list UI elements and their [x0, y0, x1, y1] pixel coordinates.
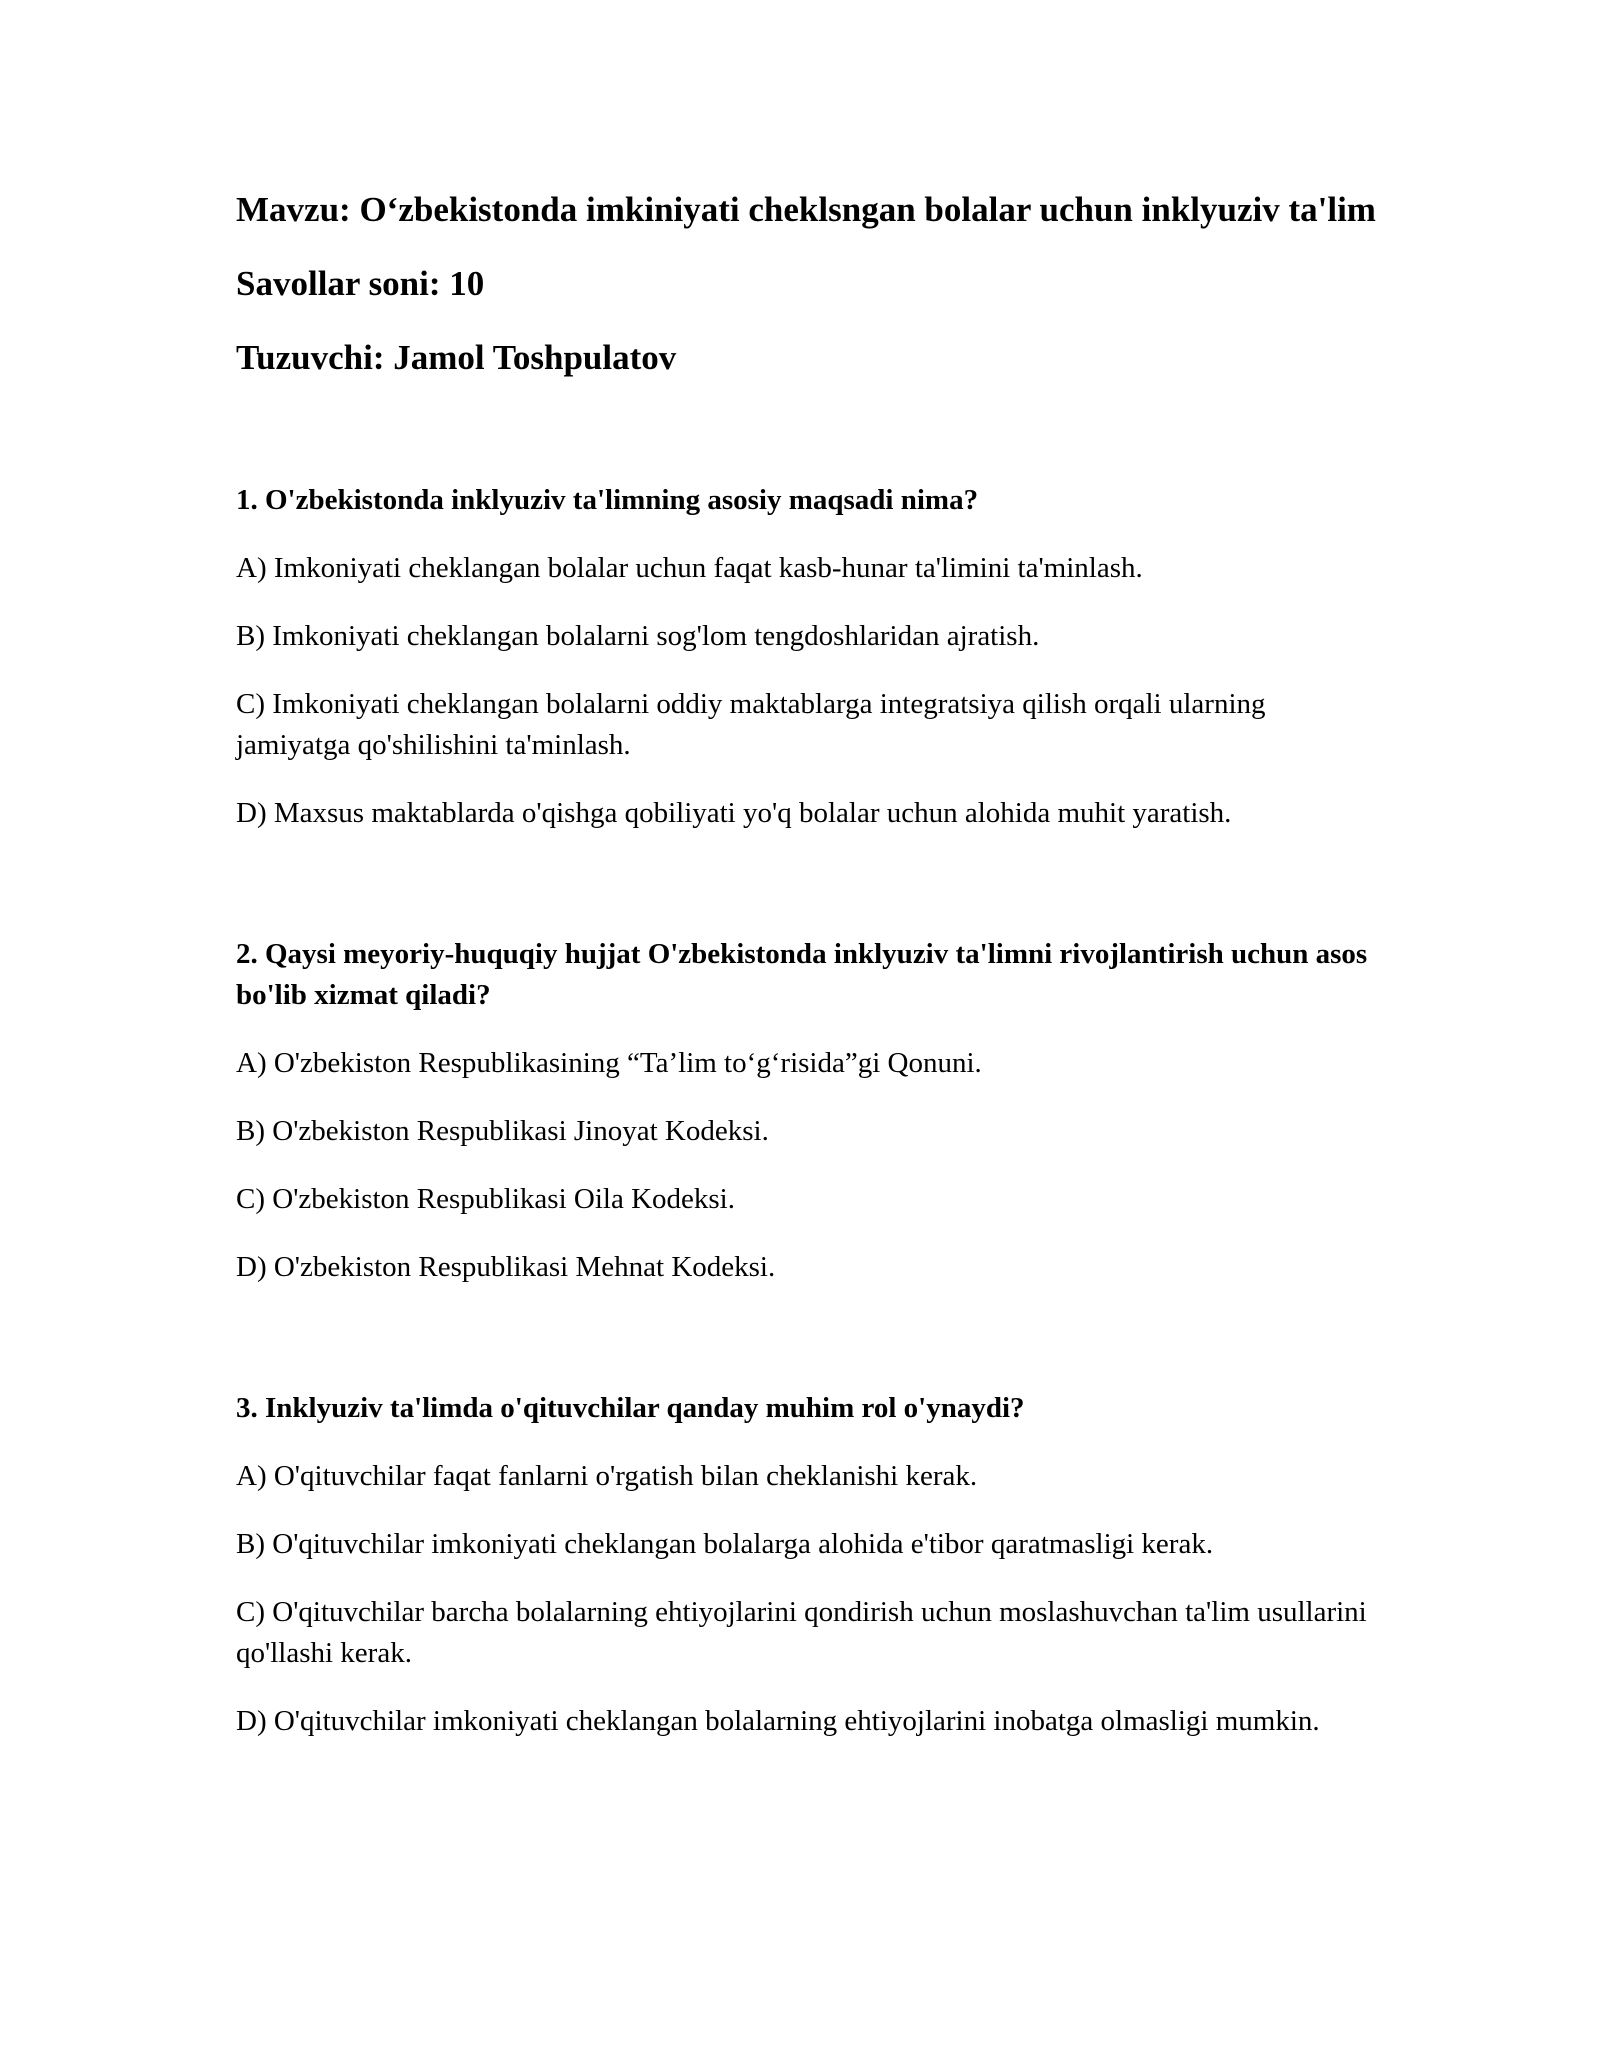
answer-option-d: D) O'zbekiston Respublikasi Mehnat Kodeksi. — [236, 1251, 776, 1283]
document-page — [236, 186, 1376, 1742]
question-count: Savollar soni: 10 — [236, 264, 485, 303]
answer-option-a: A) Imkoniyati cheklangan bolalar uchun faqat kasb-hunar ta'limini ta'minlash. — [236, 552, 1143, 584]
question-text: 1. O'zbekistonda inklyuziv ta'limning asosiy maqsadi nima? — [236, 484, 979, 516]
topic-heading: Mavzu: O‘zbekistonda imkiniyati cheklsngan bolalar uchun inklyuziv ta'lim — [236, 190, 1376, 229]
answer-option-b: B) O'zbekiston Respublikasi Jinoyat Kodeksi. — [236, 1115, 769, 1147]
answer-option-a: A) O'qituvchilar faqat fanlarni o'rgatish bilan cheklanishi kerak. — [236, 1460, 978, 1492]
author-line: Tuzuvchi: Jamol Toshpulatov — [236, 338, 677, 377]
question-text: 3. Inklyuziv ta'limda o'qituvchilar qanday muhim rol o'ynaydi? — [236, 1392, 1025, 1424]
answer-option-b: B) O'qituvchilar imkoniyati cheklangan bolalarga alohida e'tibor qaratmasligi kerak. — [236, 1528, 1214, 1560]
question-block-2 — [236, 934, 1376, 1288]
answer-option-d: D) O'qituvchilar imkoniyati cheklangan bolalarning ehtiyojlarini inobatga olmasligi mumkin. — [236, 1705, 1320, 1737]
answer-option-c: C) O'qituvchilar barcha bolalarning ehtiyojlarini qondirish uchun moslashuvchan ta'lim usullarini qo'llashi kerak. — [236, 1596, 1367, 1669]
answer-option-d: D) Maxsus maktablarda o'qishga qobiliyati yo'q bolalar uchun alohida muhit yaratish. — [236, 797, 1232, 829]
question-block-1 — [236, 480, 1376, 834]
question-text: 2. Qaysi meyoriy-huquqiy hujjat O'zbekistonda inklyuziv ta'limni rivojlantirish uchun asos bo'lib xizmat qiladi? — [236, 938, 1368, 1011]
answer-option-b: B) Imkoniyati cheklangan bolalarni sog'lom tengdoshlaridan ajratish. — [236, 620, 1040, 652]
answer-option-c: C) Imkoniyati cheklangan bolalarni oddiy maktablarga integratsiya qilish orqali ularning jamiyatga qo'shilishini ta'minlash. — [236, 688, 1266, 761]
answer-option-a: A) O'zbekiston Respublikasining “Ta’lim to‘g‘risida”gi Qonuni. — [236, 1047, 982, 1079]
answer-option-c: C) O'zbekiston Respublikasi Oila Kodeksi. — [236, 1183, 735, 1215]
question-block-3 — [236, 1388, 1376, 1742]
